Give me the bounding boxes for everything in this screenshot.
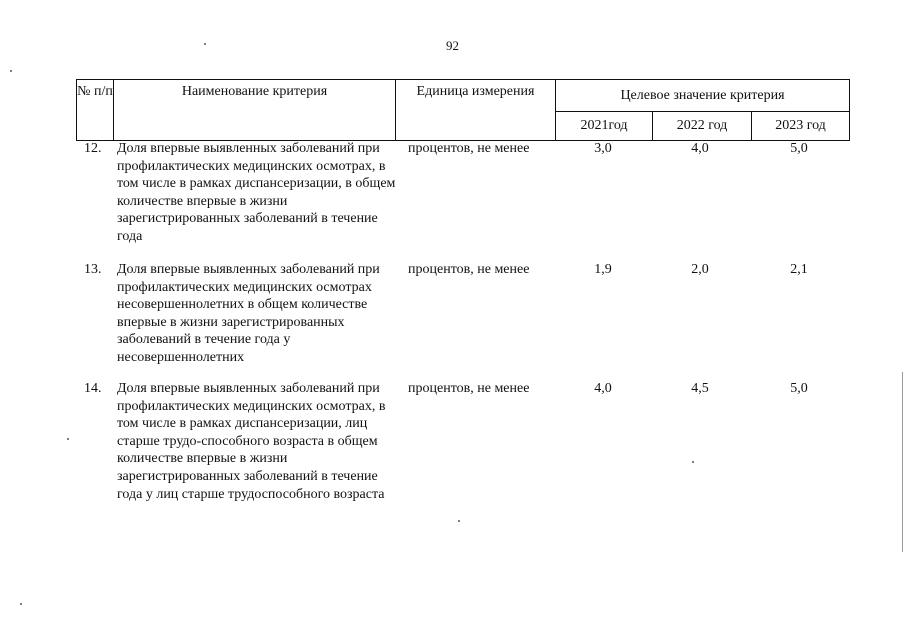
scan-speck: [10, 70, 12, 72]
unit-of-measure: процентов, не менее: [408, 141, 530, 156]
header-name: Наименование критерия: [114, 80, 396, 141]
criterion-name: Доля впервые выявленных заболеваний при профилактических медицинских осмотрах несовершеннолетних в общем количестве впервые в жизни зарегистрированных заболеваний в течение года у несовершеннолетних: [117, 262, 380, 365]
header-year-2021: 2021год: [556, 112, 653, 141]
value-2022: 4,5: [691, 381, 709, 396]
value-2021: 1,9: [594, 262, 612, 277]
scan-speck: [20, 603, 22, 605]
header-year-2022: 2022 год: [653, 112, 752, 141]
scan-edge-line: [902, 372, 903, 552]
value-2021: 3,0: [594, 141, 612, 156]
row-number: 12.: [84, 141, 102, 156]
criterion-name: Доля впервые выявленных заболеваний при профилактических медицинских осмотрах, в том числе в рамках диспансеризации, лиц старше трудо-способного возраста в общем количестве впервые в жизни зарегистрированных заболеваний в течение года у лиц старше трудоспособного возраста: [117, 381, 386, 502]
scan-speck: [692, 461, 694, 463]
header-year-2023: 2023 год: [752, 112, 850, 141]
header-unit: Единица измерения: [396, 80, 556, 141]
value-2022: 4,0: [691, 141, 709, 156]
value-2023: 2,1: [790, 262, 808, 277]
value-2022: 2,0: [691, 262, 709, 277]
value-2023: 5,0: [790, 141, 808, 156]
header-target: Целевое значение критерия: [556, 80, 850, 112]
unit-of-measure: процентов, не менее: [408, 381, 530, 396]
criteria-table-header: [76, 79, 850, 141]
scan-speck: [458, 520, 460, 522]
value-2023: 5,0: [790, 381, 808, 396]
criteria-row-13: [76, 261, 850, 381]
criteria-row-14: [76, 380, 850, 520]
scan-speck: [67, 438, 69, 440]
header-num: № п/п: [77, 80, 114, 141]
value-2021: 4,0: [594, 381, 612, 396]
scan-speck: [204, 43, 206, 45]
criterion-name: Доля впервые выявленных заболеваний при профилактических медицинских осмотрах, в том числе в рамках диспансеризации, в общем количестве впервые в жизни зарегистрированных заболеваний в течение года: [117, 141, 396, 244]
criteria-row-12: [76, 140, 850, 260]
row-number: 13.: [84, 262, 102, 277]
page-number: 92: [446, 38, 459, 53]
unit-of-measure: процентов, не менее: [408, 262, 530, 277]
row-number: 14.: [84, 381, 102, 396]
